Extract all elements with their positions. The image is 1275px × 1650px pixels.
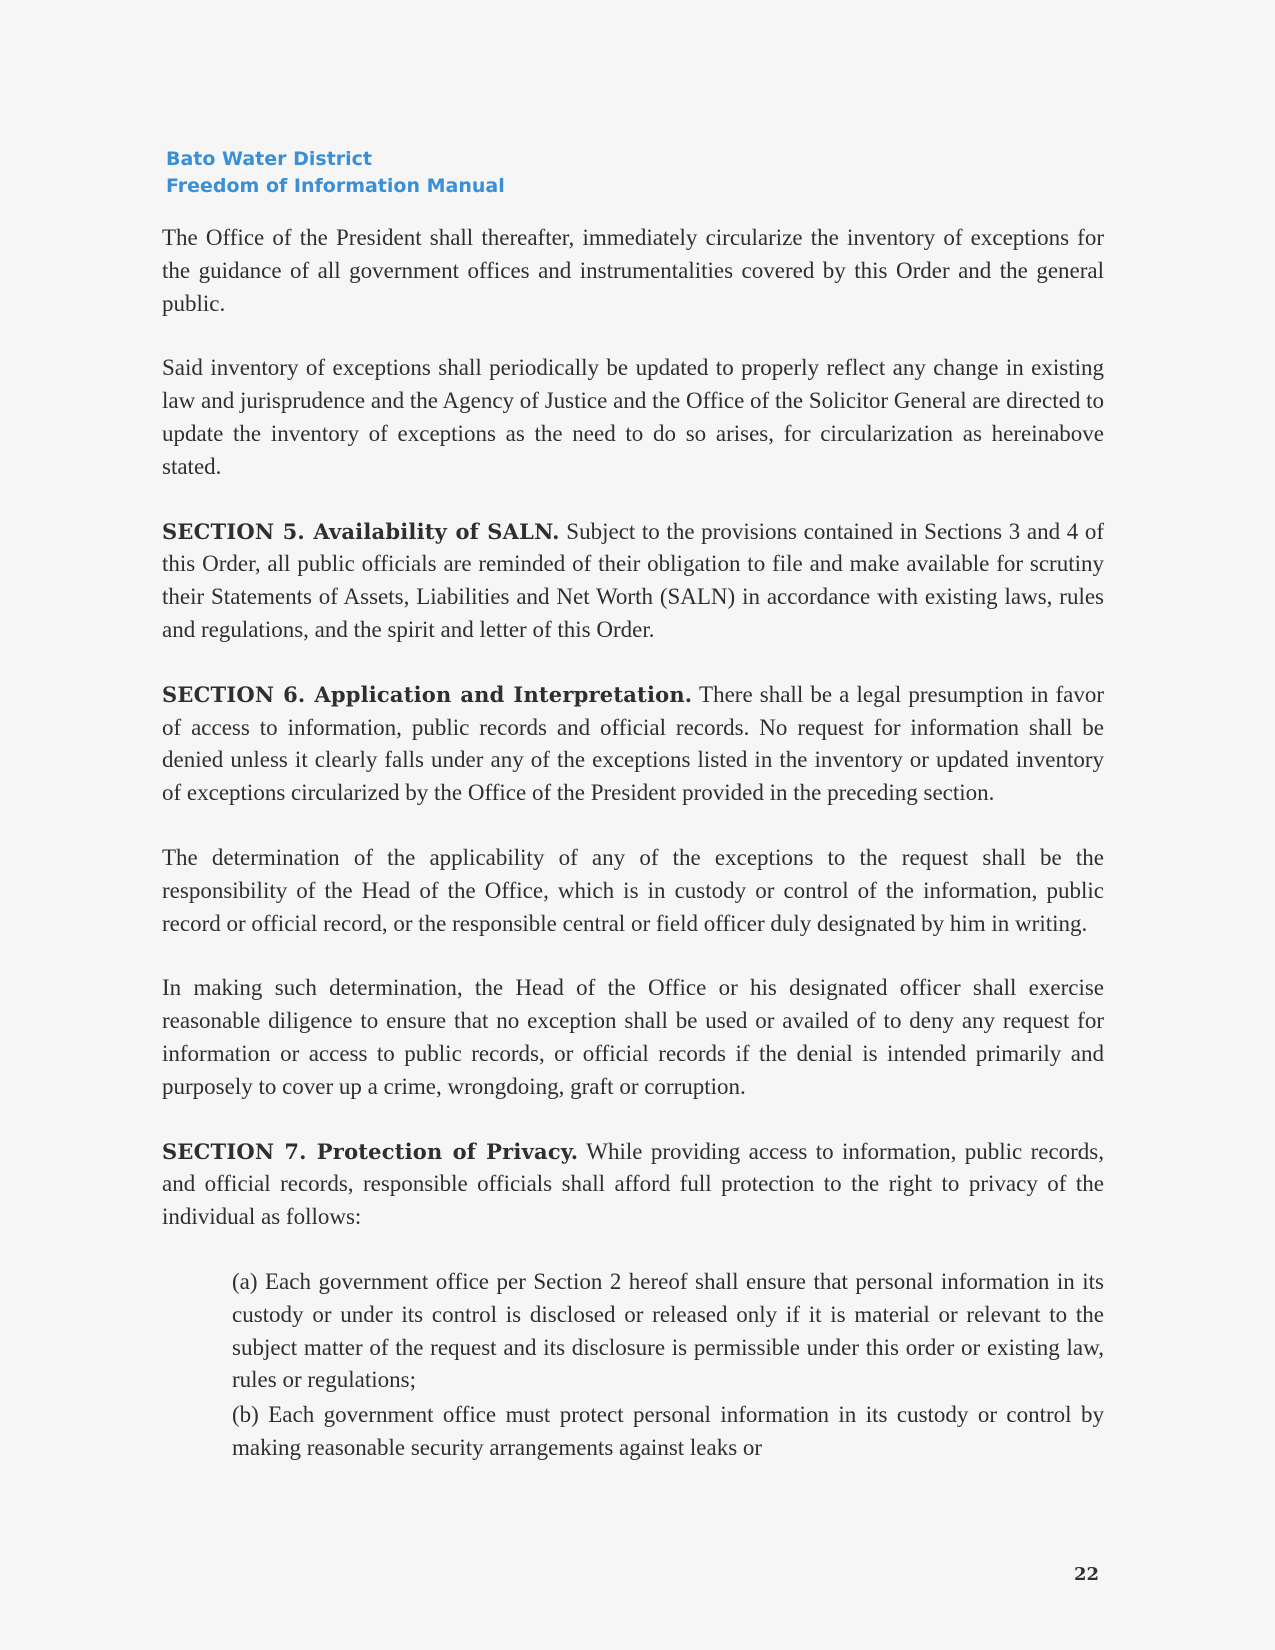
section-5-paragraph [162, 516, 1104, 647]
organization-name: Bato Water District [166, 148, 373, 170]
section-6-heading: SECTION 6. Application and Interpretation. [162, 681, 693, 707]
paragraph-reasonable-diligence: In making such determination, the Head of the Office or his designated officer shall exercise reasonable diligence to ensure that no exception shall be used or availed of to deny any request for information or access to public records, or official records if the denial is intended primarily and purposely to cover up a crime, wrongdoing, graft or corruption. [162, 975, 1104, 1099]
section-7-heading: SECTION 7. Protection of Privacy. [162, 1138, 579, 1164]
section-7-paragraph [162, 1136, 1104, 1234]
privacy-list [232, 1266, 1104, 1465]
list-item-a: (a) Each government office per Section 2 hereof shall ensure that personal information in its custody or under its control is disclosed or released only if it is material or relevant to the subject matter of the request and its disclosure is permissible under this order or existing law, rules or regulations; [232, 1268, 1104, 1393]
section-6-body: There shall be a legal presumption in favor of access to information, public records and official records. No request for information shall be denied unless it clearly falls under any of the exceptions listed in the inventory or updated inventory of exceptions circularized by the Office of the President provided in the preceding section. [162, 681, 1104, 806]
section-6-paragraph [162, 679, 1104, 810]
list-item-b: (b) Each government office must protect personal information in its custody or control by making reasonable security arrangements against leaks or [232, 1402, 1104, 1460]
page-number: 22 [1074, 1564, 1100, 1585]
section-5-body: Subject to the provisions contained in Sections 3 and 4 of this Order, all public officials are reminded of their obligation to file and make available for scrutiny their Statements of Assets, Liabilities and Net Worth (SALN) in accordance with existing laws, rules and regulations, and the spirit and letter of this Order. [162, 518, 1105, 642]
section-7-body: While providing access to information, public records, and official records, responsible officials shall afford full protection to the right to privacy of the individual as follows: [162, 1138, 1105, 1230]
paragraph-circularize-inventory: The Office of the President shall thereafter, immediately circularize the inventory of exceptions for the guidance of all government offices and instrumentalities covered by this Order and the general public. [162, 225, 1104, 316]
paragraph-inventory-updates: Said inventory of exceptions shall periodically be updated to properly reflect any change in existing law and jurisprudence and the Agency of Justice and the Office of the Solicitor General are directed to update the inventory of exceptions as the need to do so arises, for circularization as hereinabove stated. [162, 355, 1104, 479]
paragraph-determination: The determination of the applicability of any of the exceptions to the request shall be the responsibility of the Head of the Office, which is in custody or control of the information, public record or official record, or the responsible central or field officer duly designated by him in writing. [162, 844, 1104, 936]
section-5-heading: SECTION 5. Availability of SALN. [162, 518, 560, 544]
document-body [162, 222, 1104, 1467]
manual-title: Freedom of Information Manual [166, 175, 505, 197]
document-header [166, 146, 505, 200]
